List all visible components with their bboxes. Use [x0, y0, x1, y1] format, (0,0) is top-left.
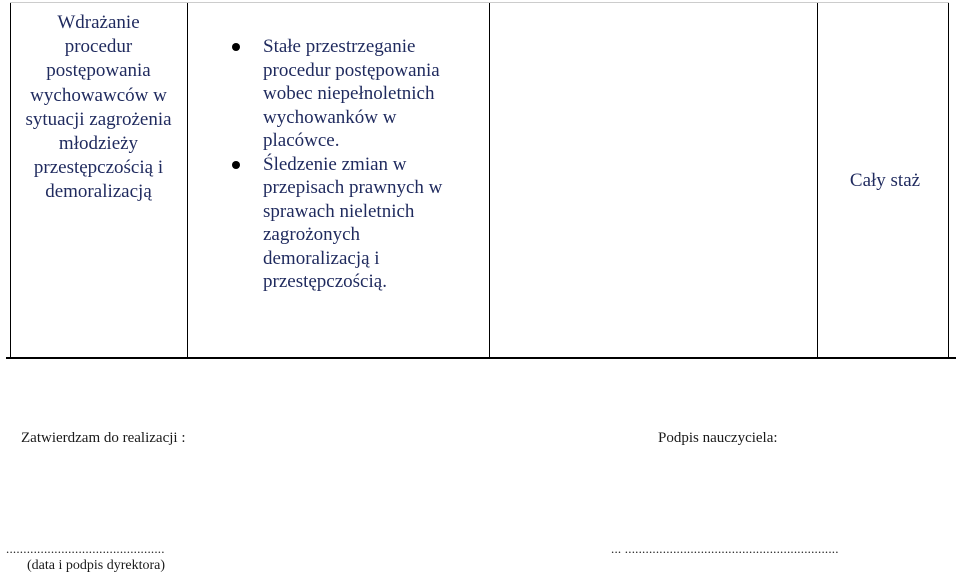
area-line: procedur [64, 36, 133, 57]
task-list [188, 35, 488, 294]
plan-table [10, 2, 950, 357]
task-line: sprawach nieletnich [263, 200, 415, 222]
task-line: wychowanków w [263, 106, 397, 128]
task-line: zagrożonych [263, 224, 361, 245]
task-line: demoralizacją i [263, 247, 380, 269]
deadline-cell [820, 2, 950, 357]
column-divider-3 [817, 2, 818, 357]
area-line: sytuacji zagrożenia [25, 109, 172, 130]
bullet-icon [232, 161, 240, 169]
director-signature-caption: (data i podpis dyrektora) [27, 558, 166, 573]
area-line: przestępczością i [33, 157, 164, 178]
task-line: placówce. [263, 130, 340, 151]
task-line: przestępczością. [263, 271, 387, 292]
list-item [188, 35, 488, 153]
tasks-cell [188, 2, 488, 357]
task-line: procedur postępowania [263, 59, 440, 81]
area-line: młodzieży [58, 133, 139, 154]
task-line: Stałe przestrzeganie [263, 36, 416, 57]
area-line: Wdrażanie [57, 12, 140, 33]
task-line: przepisach prawnych w [263, 177, 443, 198]
area-cell [10, 2, 187, 366]
evidence-cell [490, 2, 817, 357]
approval-label: Zatwierdzam do realizacji : [21, 430, 186, 446]
task-line: wobec niepełnoletnich [263, 83, 435, 104]
list-item [188, 153, 488, 294]
area-line: demoralizacją [45, 181, 152, 202]
teacher-signature-line: ... .............................................................. [611, 541, 839, 556]
deadline-text: Cały staż [849, 170, 921, 191]
director-signature-line: .............................................. [6, 541, 165, 556]
area-line: wychowawców w [30, 85, 167, 106]
bullet-icon [232, 43, 240, 51]
area-line: postępowania [46, 60, 151, 81]
teacher-signature-label: Podpis nauczyciela: [658, 430, 778, 446]
task-line: Śledzenie zmian w [263, 153, 407, 175]
